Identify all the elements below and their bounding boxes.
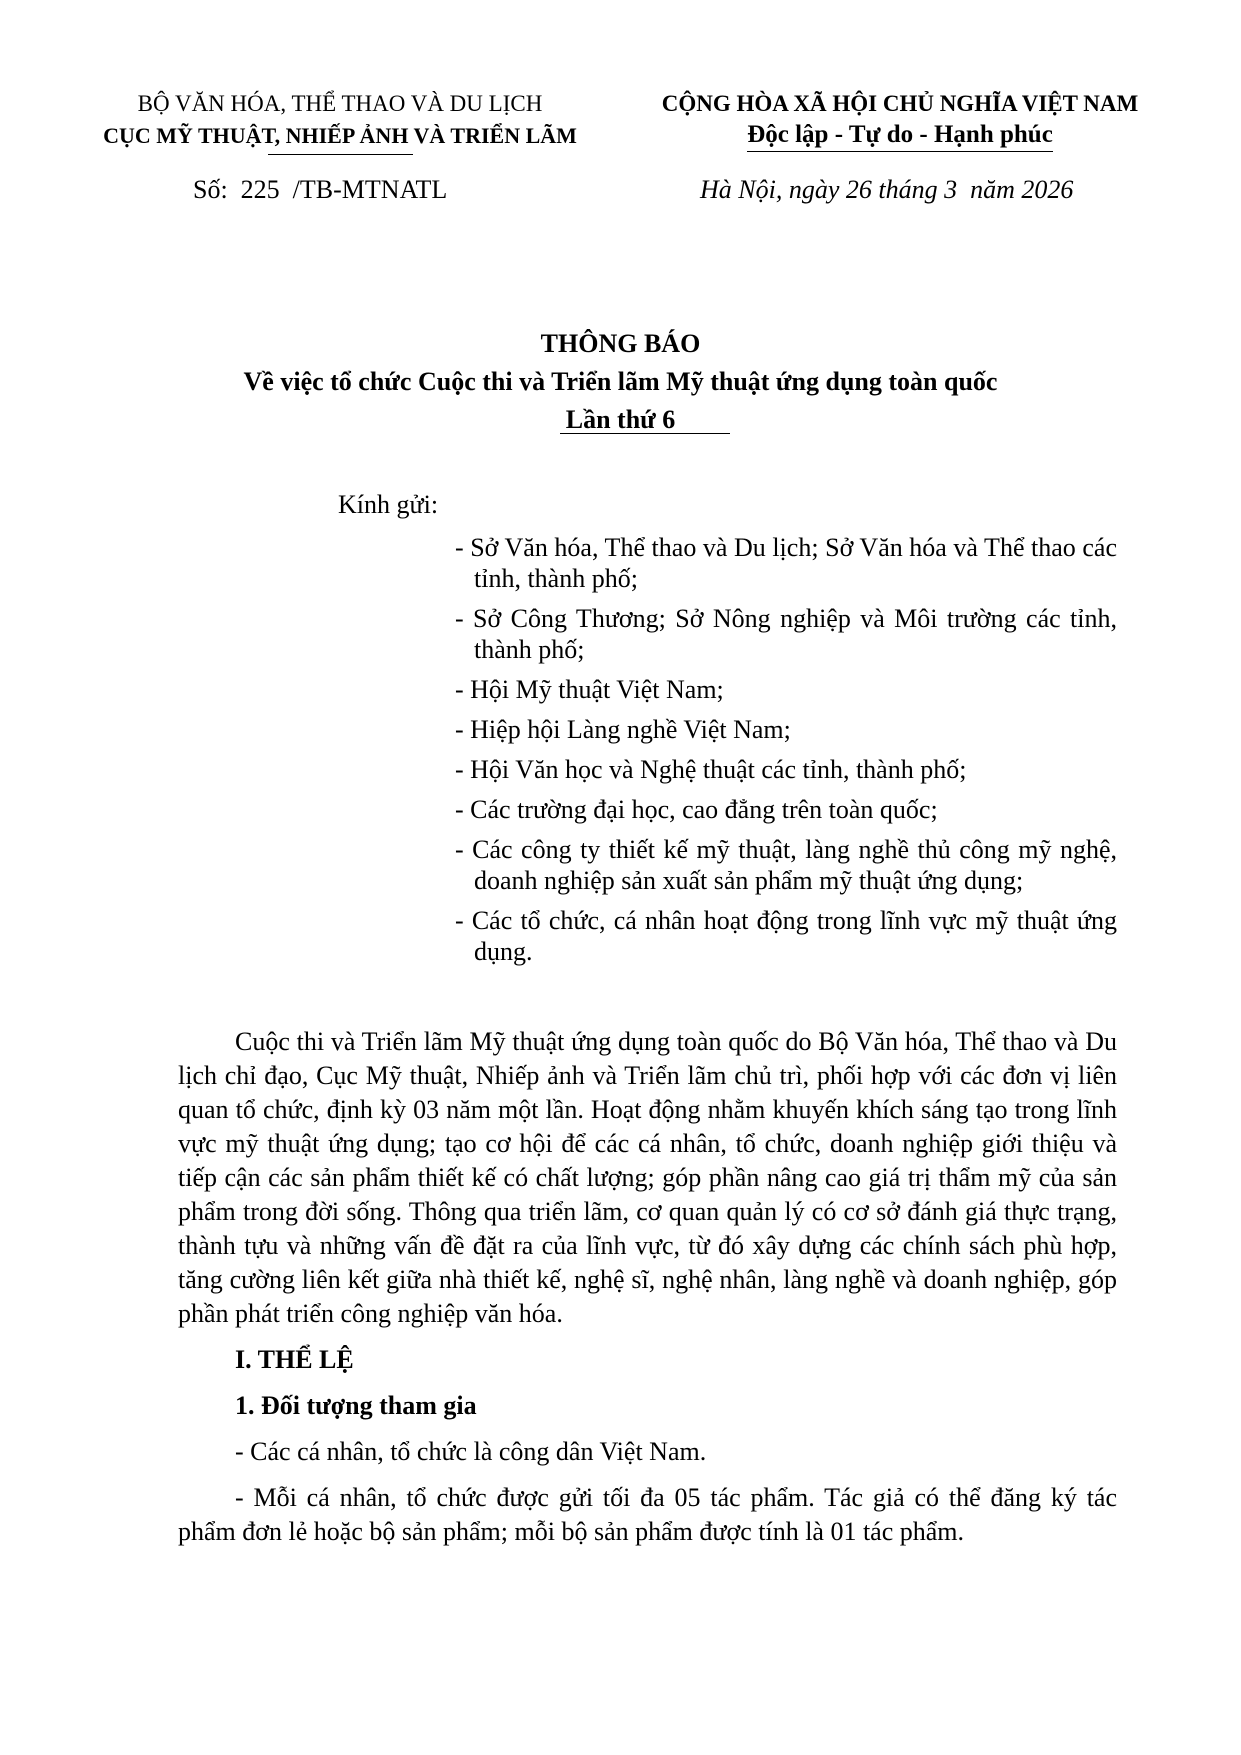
recipient-item: - Sở Công Thương; Sở Nông nghiệp và Môi trường các tỉnh, thành phố; [455,604,1117,664]
recipients-list [455,532,1117,976]
body-paragraph: - Các cá nhân, tổ chức là công dân Việt Nam. [235,1437,707,1466]
national-motto: Độc lập - Tự do - Hạnh phúc [747,120,1053,152]
country-name: CỘNG HÒA XÃ HỘI CHỦ NGHĨA VIỆT NAM [661,91,1139,116]
intro-paragraph: Cuộc thi và Triển lãm Mỹ thuật ứng dụng toàn quốc do Bộ Văn hóa, Thể thao và Du lịch chỉ đạo, Cục Mỹ thuật, Nhiếp ảnh và Triển lãm chủ trì, phối hợp với các đơn vị liên quan tổ chức, định kỳ 03 năm một lần. Hoạt động nhằm khuyến khích sáng tạo trong lĩnh vực mỹ thuật ứng dụng; tạo cơ hội để các cá nhân, tổ chức, doanh nghiệp giới thiệu và tiếp cận các sản phẩm thiết kế có chất lượng; góp phần nâng cao giá trị thẩm mỹ của sản phẩm trong đời sống. Thông qua triển lãm, cơ quan quản lý có cơ sở đánh giá thực trạng, thành tựu và những vấn đề đặt ra của lĩnh vực, từ đó xây dựng các chính sách phù hợp, tăng cường liên kết giữa nhà thiết kế, nghệ sĩ, nghệ nhân, làng nghề và doanh nghiệp, góp phần phát triển công nghiệp văn hóa. [178,1027,1117,1328]
recipients-label: Kính gửi: [338,490,439,519]
recipient-item: - Sở Văn hóa, Thể thao và Du lịch; Sở Văn hóa và Thể thao các tỉnh, thành phố; [455,533,1117,593]
place-date: Hà Nội, ngày 26 tháng 3 năm 2026 [700,175,1074,204]
title-underline [560,433,730,434]
section-heading: I. THỂ LỆ [235,1345,354,1374]
recipient-item: - Hội Văn học và Nghệ thuật các tỉnh, thành phố; [455,755,967,784]
agency-underline [268,154,413,155]
issuing-agency-header [60,88,620,155]
title-line-1: THÔNG BÁO [540,329,701,358]
national-header [615,88,1185,154]
document-body [178,1025,1117,1549]
document-number: Số: 225 /TB-MTNATL [193,175,448,204]
recipient-item: - Các tổ chức, cá nhân hoạt động trong lĩnh vực mỹ thuật ứng dụng. [455,906,1117,966]
recipient-item: - Các công ty thiết kế mỹ thuật, làng nghề thủ công mỹ nghệ, doanh nghiệp sản xuất sản phẩm mỹ thuật ứng dụng; [455,835,1117,895]
document-title [0,325,1241,439]
body-paragraph: - Mỗi cá nhân, tổ chức được gửi tối đa 05 tác phẩm. Tác giả có thể đăng ký tác phẩm đơn lẻ hoặc bộ sản phẩm; mỗi bộ sản phẩm được tính là 01 tác phẩm. [178,1483,1117,1546]
department-name: CỤC MỸ THUẬT, NHIẾP ẢNH VÀ TRIỂN LÃM [103,123,577,148]
subsection-heading: 1. Đối tượng tham gia [235,1391,477,1420]
ministry-name: BỘ VĂN HÓA, THỂ THAO VÀ DU LỊCH [137,91,543,116]
title-line-3: Lần thứ 6 [565,405,676,434]
recipient-item: - Hiệp hội Làng nghề Việt Nam; [455,715,791,744]
title-line-2: Về việc tổ chức Cuộc thi và Triển lãm Mỹ thuật ứng dụng toàn quốc [243,367,998,396]
recipient-item: - Hội Mỹ thuật Việt Nam; [455,675,724,704]
recipient-item: - Các trường đại học, cao đẳng trên toàn quốc; [455,795,938,824]
